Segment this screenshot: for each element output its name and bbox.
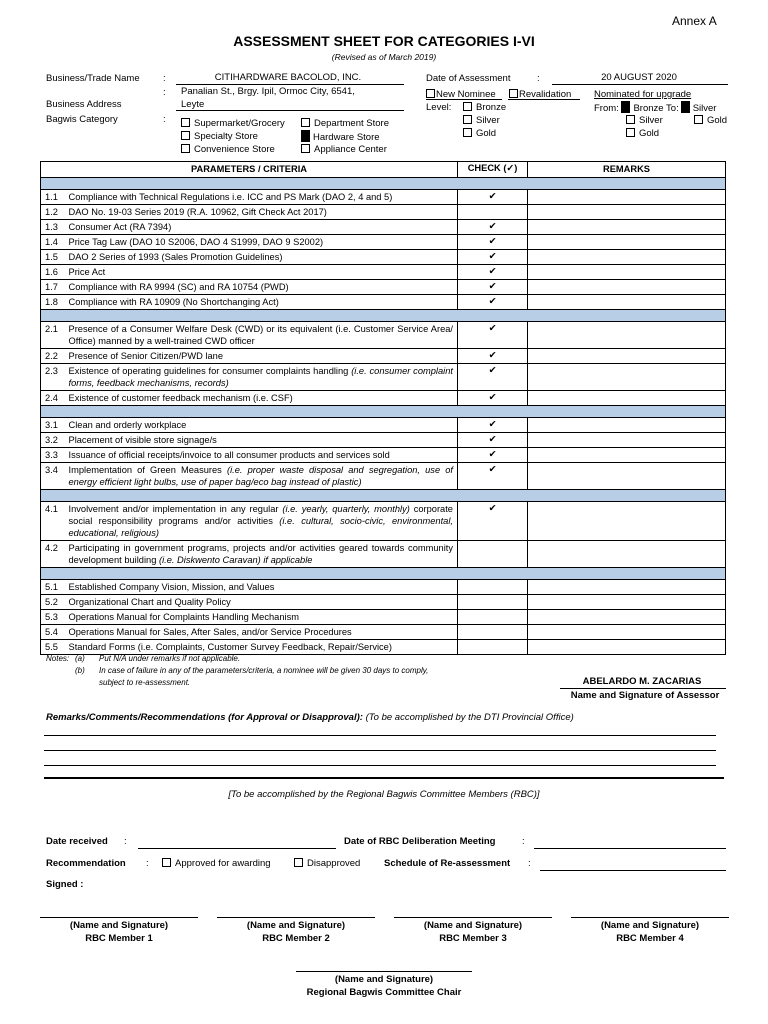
check-mark-icon[interactable]: ✔ [458, 220, 528, 235]
member-1-signature: (Name and Signature) RBC Member 1 [69, 920, 169, 944]
section-band-4 [41, 490, 726, 502]
category-supermarket[interactable]: Supermarket/Grocery [181, 118, 285, 129]
business-address-label: Business Address [46, 99, 122, 110]
deliberation-field[interactable] [534, 848, 726, 849]
check-mark-icon[interactable]: ✔ [458, 250, 528, 265]
signed-label: Signed : [46, 879, 84, 890]
checkbox-icon [694, 115, 703, 124]
level-label: Level: [426, 102, 452, 113]
table-row: 3.4 Implementation of Green Measures (i.e. proper waste disposal and segregation, use of energy efficient light bulbs, use of paper bag/eco bag instead of plastic) ✔ [41, 463, 726, 490]
schedule-field[interactable] [540, 870, 726, 871]
checkbox-icon [463, 128, 472, 137]
member-3-signature: (Name and Signature) RBC Member 3 [423, 920, 523, 944]
remarks-cell[interactable] [528, 463, 726, 490]
check-cell[interactable] [458, 580, 528, 595]
remarks-cell[interactable] [528, 220, 726, 235]
checkbox-icon [294, 858, 303, 867]
checkbox-icon [626, 115, 635, 124]
recommendation-label: Recommendation [46, 858, 126, 869]
section-band-1 [41, 178, 726, 190]
business-name-underline [176, 84, 404, 85]
business-name-value: CITIHARDWARE BACOLOD, INC. [214, 72, 362, 83]
checkbox-icon [301, 144, 310, 153]
check-mark-icon[interactable]: ✔ [458, 418, 528, 433]
check-cell[interactable] [458, 610, 528, 625]
table-row: 1.1 Compliance with Technical Regulations i.e. ICC and PS Mark (DAO 2, 4 and 5) ✔ [41, 190, 726, 205]
remarks-cell[interactable] [528, 625, 726, 640]
bagwis-category-label: Bagwis Category [46, 114, 118, 125]
check-mark-icon[interactable]: ✔ [458, 295, 528, 310]
upgrade-gold-right[interactable]: Gold [694, 115, 727, 126]
colon-3: : [163, 114, 166, 125]
table-row: 1.8 Compliance with RA 10909 (No Shortchanging Act) ✔ [41, 295, 726, 310]
colon-7: : [146, 858, 149, 869]
check-mark-icon[interactable]: ✔ [458, 190, 528, 205]
note-b-text: In case of failure in any of the parameters/criteria, a nominee will be given 30 days to comply, [99, 666, 429, 675]
checkbox-icon [426, 89, 435, 98]
table-row: 1.2 DAO No. 19-03 Series 2019 (R.A. 10962, Gift Check Act 2017) [41, 205, 726, 220]
table-row: 3.3 Issuance of official receipts/invoice to all consumer products and services sold ✔ [41, 448, 726, 463]
member-4-signature: (Name and Signature) RBC Member 4 [600, 920, 700, 944]
remarks-line-3[interactable] [44, 765, 716, 766]
colon-4: : [537, 73, 540, 84]
check-mark-icon[interactable]: ✔ [458, 463, 528, 490]
table-row: 3.2 Placement of visible store signage/s ✔ [41, 433, 726, 448]
table-row: 4.1 Involvement and/or implementation in any regular (i.e. yearly, quarterly, monthly) corporate social responsibility programs and/or activities (i.e. cultural, socio-civic, environmental, educational, religious) ✔ [41, 502, 726, 541]
check-mark-icon[interactable]: ✔ [458, 280, 528, 295]
check-mark-icon[interactable]: ✔ [458, 364, 528, 391]
category-convenience[interactable]: Convenience Store [181, 144, 275, 155]
assessor-caption: Name and Signature of Assessor [570, 690, 720, 701]
table-header-row [41, 162, 726, 178]
remarks-cell[interactable] [528, 433, 726, 448]
check-cell[interactable] [458, 640, 528, 655]
business-name-label: Business/Trade Name [46, 73, 140, 84]
colon-2: : [163, 87, 166, 98]
date-of-assessment-value: 20 AUGUST 2020 [601, 72, 677, 83]
upgrade-silver[interactable]: Silver [626, 115, 663, 126]
revalidation-underline [508, 99, 580, 100]
nominated-upgrade-label: Nominated for upgrade [594, 89, 692, 100]
remarks-cell[interactable] [528, 235, 726, 250]
checkbox-icon [301, 118, 310, 127]
remarks-cell[interactable] [528, 640, 726, 655]
remarks-cell[interactable] [528, 265, 726, 280]
annex-label: Annex A [672, 14, 717, 28]
assessor-name: ABELARDO M. ZACARIAS [582, 676, 702, 687]
member-2-signature-line[interactable] [217, 917, 375, 918]
checkbox-icon [463, 115, 472, 124]
section-band-5 [41, 568, 726, 580]
date-received-field[interactable] [138, 848, 336, 849]
filled-checkbox-icon [301, 130, 310, 142]
check-mark-icon[interactable]: ✔ [458, 448, 528, 463]
table-row: 1.6 Price Act ✔ [41, 265, 726, 280]
table-row: 1.5 DAO 2 Series of 1993 (Sales Promotion Guidelines) ✔ [41, 250, 726, 265]
remarks-cell[interactable] [528, 322, 726, 349]
date-underline [552, 84, 728, 85]
header-check: CHECK (✓) [458, 162, 528, 178]
header-remarks: REMARKS [528, 162, 726, 178]
section-band-3 [41, 406, 726, 418]
category-specialty[interactable]: Specialty Store [181, 131, 258, 142]
colon-8: : [528, 858, 531, 869]
note-a-marker: (a) [75, 654, 85, 663]
checkbox-icon [181, 118, 190, 127]
category-appliance[interactable]: Appliance Center [301, 144, 387, 155]
revalidation-option[interactable]: Revalidation [509, 89, 571, 100]
rbc-note: [To be accomplished by the Regional Bagwis Committee Members (RBC)] [228, 789, 540, 800]
level-bronze[interactable]: Bronze [463, 102, 506, 113]
check-mark-icon[interactable]: ✔ [458, 433, 528, 448]
remarks-cell[interactable] [528, 205, 726, 220]
checkbox-icon [181, 144, 190, 153]
table-row: 4.2 Participating in government programs, projects and/or activities geared towards community development building (i.e. Diskwento Caravan) if applicable [41, 541, 726, 568]
check-cell[interactable] [458, 625, 528, 640]
level-silver[interactable]: Silver [463, 115, 500, 126]
table-row: 5.4 Operations Manual for Sales, After Sales, and/or Service Procedures [41, 625, 726, 640]
date-received-label: Date received [46, 836, 108, 847]
checkbox-icon [162, 858, 171, 867]
remarks-cell[interactable] [528, 190, 726, 205]
note-b-text-2: subject to re-assessment. [99, 678, 191, 687]
check-mark-icon[interactable]: ✔ [458, 391, 528, 406]
remarks-cell[interactable] [528, 595, 726, 610]
member-3-signature-line[interactable] [394, 917, 552, 918]
notes-label: Notes: [46, 654, 70, 663]
remarks-heading: Remarks/Comments/Recommendations (for Approval or Disapproval): (To be accomplished by the DTI Provincial Office) [46, 712, 574, 723]
table-row: 1.7 Compliance with RA 9994 (SC) and RA 10754 (PWD) ✔ [41, 280, 726, 295]
check-mark-icon[interactable]: ✔ [458, 322, 528, 349]
address-line-1: Panalian St., Brgy. Ipil, Ormoc City, 6541, [181, 86, 355, 97]
table-row: 5.1 Established Company Vision, Mission, and Values [41, 580, 726, 595]
colon-6: : [522, 836, 525, 847]
check-mark-icon[interactable]: ✔ [458, 349, 528, 364]
table-row: 2.4 Existence of customer feedback mechanism (i.e. CSF) ✔ [41, 391, 726, 406]
remarks-cell[interactable] [528, 250, 726, 265]
revised-note: (Revised as of March 2019) [331, 52, 437, 62]
check-cell[interactable] [458, 205, 528, 220]
check-cell[interactable] [458, 541, 528, 568]
colon-5: : [124, 836, 127, 847]
checkbox-icon [626, 128, 635, 137]
address-line-2: Leyte [181, 99, 205, 110]
schedule-label: Schedule of Re-assessment [384, 858, 511, 869]
remarks-cell[interactable] [528, 541, 726, 568]
chair-signature-line[interactable] [296, 971, 472, 972]
approved-option[interactable]: Approved for awarding [162, 858, 271, 869]
new-nominee-option[interactable]: New Nominee [426, 89, 496, 100]
table-row: 1.4 Price Tag Law (DAO 10 S2006, DAO 4 S1999, DAO 9 S2002) ✔ [41, 235, 726, 250]
remarks-cell[interactable] [528, 349, 726, 364]
checkbox-icon [509, 89, 518, 98]
chair-signature: (Name and Signature) Regional Bagwis Committee Chair [306, 974, 462, 998]
level-gold[interactable]: Gold [463, 128, 496, 139]
table-row: 5.3 Operations Manual for Complaints Handling Mechanism [41, 610, 726, 625]
deliberation-label: Date of RBC Deliberation Meeting [344, 836, 496, 847]
header-parameters: PARAMETERS / CRITERIA [41, 162, 458, 178]
member-4-signature-line[interactable] [571, 917, 729, 918]
date-of-assessment-label: Date of Assessment [426, 73, 511, 84]
address-underline [176, 110, 404, 111]
remarks-line-1[interactable] [44, 735, 716, 736]
checkbox-icon [181, 131, 190, 140]
note-a-text: Put N/A under remarks if not applicable. [99, 654, 241, 663]
category-hardware[interactable]: Hardware Store [301, 130, 380, 143]
remarks-cell[interactable] [528, 364, 726, 391]
member-2-signature: (Name and Signature) RBC Member 2 [246, 920, 346, 944]
checkbox-icon [463, 102, 472, 111]
remarks-cell[interactable] [528, 610, 726, 625]
table-row: 1.3 Consumer Act (RA 7394) ✔ [41, 220, 726, 235]
category-department[interactable]: Department Store [301, 118, 389, 129]
table-row: 2.3 Existence of operating guidelines for consumer complaints handling (i.e. consumer complaint forms, feedback mechanisms, records) ✔ [41, 364, 726, 391]
table-row: 3.1 Clean and orderly workplace ✔ [41, 418, 726, 433]
remarks-cell[interactable] [528, 391, 726, 406]
filled-checkbox-icon [681, 101, 690, 113]
check-mark-icon[interactable]: ✔ [458, 265, 528, 280]
section-band-2 [41, 310, 726, 322]
check-cell[interactable] [458, 595, 528, 610]
remarks-cell[interactable] [528, 448, 726, 463]
remarks-cell[interactable] [528, 295, 726, 310]
table-row: 2.2 Presence of Senior Citizen/PWD lane ✔ [41, 349, 726, 364]
page-title: ASSESSMENT SHEET FOR CATEGORIES I-VI [233, 33, 535, 49]
new-nominee-underline [426, 99, 502, 100]
check-mark-icon[interactable]: ✔ [458, 502, 528, 541]
remarks-cell[interactable] [528, 580, 726, 595]
check-mark-icon[interactable]: ✔ [458, 235, 528, 250]
table-row: 2.1 Presence of a Consumer Welfare Desk (CWD) or its equivalent (i.e. Customer Service Area/ Office) manned by a well-trained CWD officer ✔ [41, 322, 726, 349]
remarks-cell[interactable] [528, 280, 726, 295]
section-divider [44, 777, 724, 779]
note-b-marker: (b) [75, 666, 85, 675]
member-1-signature-line[interactable] [40, 917, 198, 918]
criteria-table [40, 161, 726, 655]
table-row: 5.2 Organizational Chart and Quality Policy [41, 595, 726, 610]
colon-1: : [163, 73, 166, 84]
remarks-cell[interactable] [528, 418, 726, 433]
filled-checkbox-icon [621, 101, 630, 113]
upgrade-from[interactable]: From: Bronze To: Silver [594, 103, 717, 114]
remarks-cell[interactable] [528, 502, 726, 541]
disapproved-option[interactable]: Disapproved [294, 858, 360, 869]
table-row: 5.5 Standard Forms (i.e. Complaints, Customer Survey Feedback, Repair/Service) [41, 640, 726, 655]
remarks-line-2[interactable] [44, 750, 716, 751]
assessor-signature-line[interactable] [560, 688, 726, 689]
upgrade-gold[interactable]: Gold [626, 128, 659, 139]
